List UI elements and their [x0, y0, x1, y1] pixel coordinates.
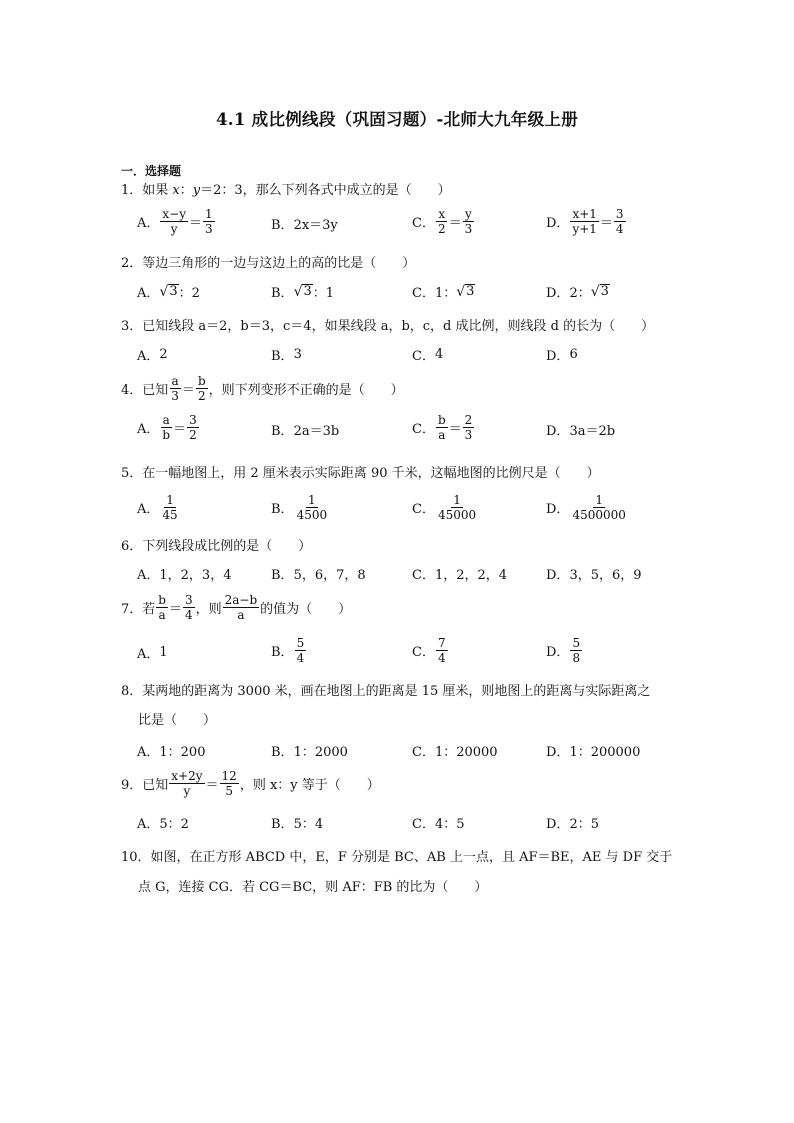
- option-fraction: [203, 207, 215, 236]
- fraction-denominator: y: [170, 222, 178, 236]
- option-label: D．: [546, 568, 570, 583]
- fraction-numerator: b: [158, 593, 166, 607]
- answer-option-B[interactable]: [271, 813, 323, 832]
- stem-part: 1．如果: [121, 183, 173, 198]
- answer-option-A[interactable]: [137, 813, 189, 832]
- fraction-numerator: 1: [205, 207, 213, 221]
- answer-option-B[interactable]: [271, 420, 339, 439]
- fraction-numerator: 1: [308, 493, 316, 507]
- option-label: B．: [271, 218, 294, 233]
- radical-sign: √: [293, 284, 303, 300]
- answer-option-B[interactable]: [271, 214, 338, 233]
- stem-fraction: [196, 374, 208, 403]
- fraction-denominator: 5: [225, 784, 233, 798]
- answer-option-A[interactable]: [137, 493, 181, 522]
- fraction-denominator: y+1: [572, 222, 597, 236]
- fraction-numerator: 12: [221, 769, 237, 783]
- option-label: A．: [137, 422, 160, 437]
- answer-option-C[interactable]: [412, 282, 475, 301]
- stem-part: ＝2：3，那么下列各式中成立的是（ ）: [200, 183, 451, 198]
- equals-sign: ＝: [168, 602, 182, 617]
- option-label: D．: [546, 424, 570, 439]
- question-stem: [121, 769, 380, 798]
- fraction-denominator: 4: [437, 651, 446, 665]
- equals-sign: ＝: [181, 383, 195, 398]
- fraction-denominator: 3: [205, 222, 213, 236]
- stem-text: 7．若: [121, 602, 156, 617]
- option-fraction: [570, 493, 627, 522]
- option-label: D．: [546, 502, 570, 517]
- option-text: ：1: [312, 286, 335, 301]
- answer-option-A[interactable]: [137, 564, 231, 583]
- fraction-numerator: 3: [189, 413, 197, 427]
- answer-option-D[interactable]: [546, 564, 642, 583]
- fraction-denominator: 4: [615, 222, 624, 236]
- square-root: [456, 284, 475, 299]
- option-text: 5，6，7，8: [293, 568, 366, 583]
- answer-option-D[interactable]: [546, 282, 610, 301]
- option-label: B．: [271, 502, 294, 517]
- stem-fraction: [183, 593, 195, 622]
- option-label: B．: [271, 568, 294, 583]
- option-fraction: [436, 207, 448, 236]
- option-label: B．: [271, 286, 294, 301]
- fraction-denominator: a: [237, 608, 245, 622]
- question-stem: [121, 535, 311, 554]
- option-label: A．: [137, 349, 160, 364]
- fraction-numerator: a: [162, 413, 170, 427]
- answer-option-C[interactable]: [412, 813, 465, 832]
- answer-option-B[interactable]: [271, 493, 330, 522]
- fraction-denominator: 8: [572, 651, 581, 665]
- square-root: [591, 284, 610, 299]
- answer-option-B[interactable]: [271, 636, 307, 665]
- fraction-numerator: 3: [615, 207, 624, 221]
- question-stem: [121, 315, 654, 334]
- stem-fraction: [169, 769, 204, 798]
- fraction-numerator: 3: [184, 593, 193, 607]
- fraction-numerator: x+2y: [171, 769, 203, 783]
- fraction-numerator: 5: [572, 636, 581, 650]
- option-fraction: [160, 493, 179, 522]
- stem-text: 9．已知: [121, 778, 169, 793]
- question-stem: [121, 680, 650, 699]
- fraction-numerator: b: [197, 374, 206, 388]
- answer-option-A[interactable]: [137, 643, 168, 662]
- answer-option-A[interactable]: [137, 345, 168, 364]
- stem-text: 5．在一幅地图上，用 2 厘米表示实际距离 90 千米，这幅地图的比例尺是（ ）: [121, 466, 600, 481]
- option-text: 5：4: [293, 817, 324, 832]
- option-fraction: [570, 636, 582, 665]
- equals-sign: ＝: [448, 216, 462, 231]
- option-label: C．: [412, 349, 435, 364]
- fraction-denominator: 2: [197, 389, 206, 403]
- option-fraction: [187, 413, 199, 442]
- stem-text: ，则: [195, 602, 222, 617]
- answer-option-B[interactable]: [271, 282, 334, 301]
- stem-text: 3．已知线段 a＝2，b＝3，c＝4，如果线段 a，b，c，d 成比例，则线段 d 的长为（ ）: [121, 319, 655, 334]
- answer-option-C[interactable]: [412, 207, 475, 236]
- option-text: 1：200000: [569, 745, 641, 760]
- fraction-denominator: 3: [464, 428, 473, 442]
- question-stem: [121, 252, 415, 271]
- answer-option-A[interactable]: [137, 741, 205, 760]
- option-label: D．: [546, 349, 570, 364]
- answer-option-C[interactable]: [412, 493, 479, 522]
- option-label: D．: [546, 216, 570, 231]
- option-text: 5：2: [159, 817, 189, 832]
- fraction-numerator: 1: [595, 493, 603, 507]
- answer-option-D[interactable]: [546, 741, 640, 760]
- answer-option-B[interactable]: [271, 564, 366, 583]
- stem-text: 点 G，连接 CG．若 CG＝BC，则 AF：FB 的比为（ ）: [138, 880, 488, 895]
- question-stem: [121, 179, 451, 198]
- option-fraction: [436, 413, 448, 442]
- equals-sign: ＝: [448, 422, 462, 437]
- option-text: 3，5，6，9: [569, 568, 642, 583]
- option-text: 2：5: [569, 817, 599, 832]
- fraction-numerator: 1: [166, 493, 174, 507]
- option-label: C．: [412, 502, 435, 517]
- option-text: 2: [159, 347, 168, 362]
- answer-option-A[interactable]: [137, 207, 216, 236]
- option-label: A．: [137, 647, 160, 662]
- option-label: C．: [412, 745, 435, 760]
- option-text: 1：20000: [434, 745, 498, 760]
- fraction-numerator: 5: [296, 636, 305, 650]
- fraction-numerator: 1: [453, 493, 461, 507]
- option-label: D．: [546, 817, 570, 832]
- answer-option-D[interactable]: [546, 813, 599, 832]
- option-label: B．: [271, 645, 294, 660]
- answer-option-C[interactable]: [412, 564, 507, 583]
- option-label: C．: [412, 568, 435, 583]
- page-title: 4.1 成比例线段（巩固习题）-北师大九年级上册: [216, 110, 578, 129]
- question-stem-continued: [138, 709, 216, 728]
- fraction-denominator: a: [438, 428, 446, 442]
- fraction-denominator: 45: [162, 508, 178, 522]
- equals-sign: ＝: [173, 422, 187, 437]
- option-label: B．: [271, 745, 294, 760]
- stem-text: 比是（ ）: [138, 713, 217, 728]
- option-text: 6: [569, 347, 578, 362]
- stem-text: 10．如图，在正方形 ABCD 中，E，F 分别是 BC、AB 上一点，且 AF＝BE，AE 与 DF 交于: [121, 850, 673, 865]
- fraction-denominator: b: [162, 428, 171, 442]
- fraction-numerator: b: [437, 413, 446, 427]
- fraction-denominator: 2: [437, 222, 446, 236]
- question-stem-continued: [138, 876, 487, 895]
- option-fraction: [436, 636, 448, 665]
- option-label: B．: [271, 349, 294, 364]
- radical-sign: √: [590, 284, 600, 300]
- radical-sign: √: [456, 284, 466, 300]
- answer-option-A[interactable]: [137, 413, 200, 442]
- option-fraction: [614, 207, 626, 236]
- option-label: C．: [412, 645, 435, 660]
- fraction-numerator: y: [465, 207, 472, 221]
- answer-option-D[interactable]: [546, 636, 583, 665]
- option-text: 1：2000: [293, 745, 348, 760]
- stem-text: 4．已知: [121, 383, 169, 398]
- option-label: D．: [546, 286, 570, 301]
- fraction-denominator: 4: [184, 608, 193, 622]
- option-label: A．: [137, 216, 160, 231]
- option-fraction: [160, 413, 172, 442]
- option-text: 4: [434, 347, 444, 362]
- stem-fraction: [220, 769, 239, 798]
- option-fraction: [160, 207, 188, 236]
- option-text: 4：5: [434, 817, 465, 832]
- question-stem: [121, 462, 600, 481]
- fraction-numerator: 2: [464, 413, 473, 427]
- square-root: [159, 284, 178, 299]
- fraction-numerator: x−y: [162, 207, 186, 221]
- question-stem: [121, 593, 351, 622]
- answer-option-D[interactable]: [546, 207, 627, 236]
- option-label: C．: [412, 216, 435, 231]
- option-label: D．: [546, 645, 570, 660]
- fraction-denominator: 2: [189, 428, 197, 442]
- fraction-denominator: 4: [296, 651, 305, 665]
- fraction-numerator: x: [438, 207, 446, 221]
- option-label: A．: [137, 745, 160, 760]
- stem-text: 的值为（ ）: [260, 602, 352, 617]
- answer-option-D[interactable]: [546, 345, 578, 364]
- option-label: C．: [412, 817, 435, 832]
- option-label: C．: [412, 286, 435, 301]
- stem-text: 6．下列线段成比例的是（ ）: [121, 539, 312, 554]
- option-text: 1：200: [159, 745, 206, 760]
- fraction-numerator: a: [171, 374, 179, 388]
- question-stem: [121, 846, 672, 865]
- radicand: 3: [466, 284, 475, 299]
- radicand: 3: [303, 284, 312, 299]
- option-fraction: [463, 207, 475, 236]
- option-fraction: [570, 207, 598, 236]
- answer-option-B[interactable]: [271, 741, 348, 760]
- fraction-numerator: 2a−b: [224, 593, 258, 607]
- radicand: 3: [169, 284, 178, 299]
- option-text: 2：: [569, 286, 591, 301]
- option-text: 1，2，3，4: [159, 568, 232, 583]
- stem-text: 2．等边三角形的一边与这边上的高的比是（ ）: [121, 256, 416, 271]
- stem-text: ，则 x：y 等于（ ）: [239, 778, 380, 793]
- stem-fraction: [169, 374, 181, 403]
- fraction-denominator: y: [183, 784, 191, 798]
- option-text: 1: [159, 645, 168, 660]
- option-label: B．: [271, 424, 294, 439]
- option-fraction: [436, 493, 478, 522]
- stem-text: ，则下列变形不正确的是（ ）: [208, 383, 404, 398]
- answer-option-B[interactable]: [271, 345, 302, 364]
- square-root: [294, 284, 313, 299]
- section-heading: 一．选择题: [121, 164, 182, 178]
- fraction-denominator: 4500000: [572, 508, 626, 522]
- stem-part: x: [172, 183, 180, 198]
- question-stem: [121, 374, 404, 403]
- fraction-numerator: x+1: [572, 207, 597, 221]
- stem-part: ：: [179, 183, 193, 198]
- option-label: A．: [137, 286, 160, 301]
- option-fraction: [295, 493, 330, 522]
- option-label: A．: [137, 568, 160, 583]
- fraction-denominator: 3: [171, 389, 179, 403]
- answer-option-A[interactable]: [137, 282, 200, 301]
- equals-sign: ＝: [189, 216, 203, 231]
- fraction-denominator: 4500: [296, 508, 328, 522]
- equals-sign: ＝: [599, 216, 613, 231]
- option-fraction: [463, 413, 475, 442]
- option-fraction: [295, 636, 307, 665]
- option-label: C．: [412, 422, 435, 437]
- option-text: 1，2，2，4: [434, 568, 508, 583]
- answer-option-C[interactable]: [412, 413, 475, 442]
- option-text: 2x＝3y: [293, 218, 338, 233]
- option-label: B．: [271, 817, 294, 832]
- answer-option-C[interactable]: [412, 345, 443, 364]
- fraction-denominator: 3: [464, 222, 473, 236]
- answer-option-D[interactable]: [546, 493, 629, 522]
- option-text: 2a＝3b: [293, 424, 340, 439]
- option-label: A．: [137, 502, 160, 517]
- option-label: A．: [137, 817, 160, 832]
- stem-fraction: [156, 593, 168, 622]
- stem-part: y: [192, 183, 201, 198]
- option-text: 1：: [434, 286, 457, 301]
- stem-fraction: [223, 593, 260, 622]
- fraction-denominator: 45000: [437, 508, 477, 522]
- stem-text: 8．某两地的距离为 3000 米，画在地图上的距离是 15 厘米，则地图上的距离与实际距离之: [121, 684, 651, 699]
- answer-option-C[interactable]: [412, 741, 498, 760]
- radicand: 3: [600, 284, 609, 299]
- radical-sign: √: [159, 284, 169, 300]
- answer-option-D[interactable]: [546, 420, 615, 439]
- option-label: D．: [546, 745, 570, 760]
- equals-sign: ＝: [205, 778, 219, 793]
- answer-option-C[interactable]: [412, 636, 449, 665]
- option-text: 3: [293, 347, 302, 362]
- fraction-denominator: a: [158, 608, 166, 622]
- fraction-numerator: 7: [437, 636, 446, 650]
- option-text: 3a＝2b: [569, 424, 616, 439]
- option-text: ：2: [178, 286, 200, 301]
